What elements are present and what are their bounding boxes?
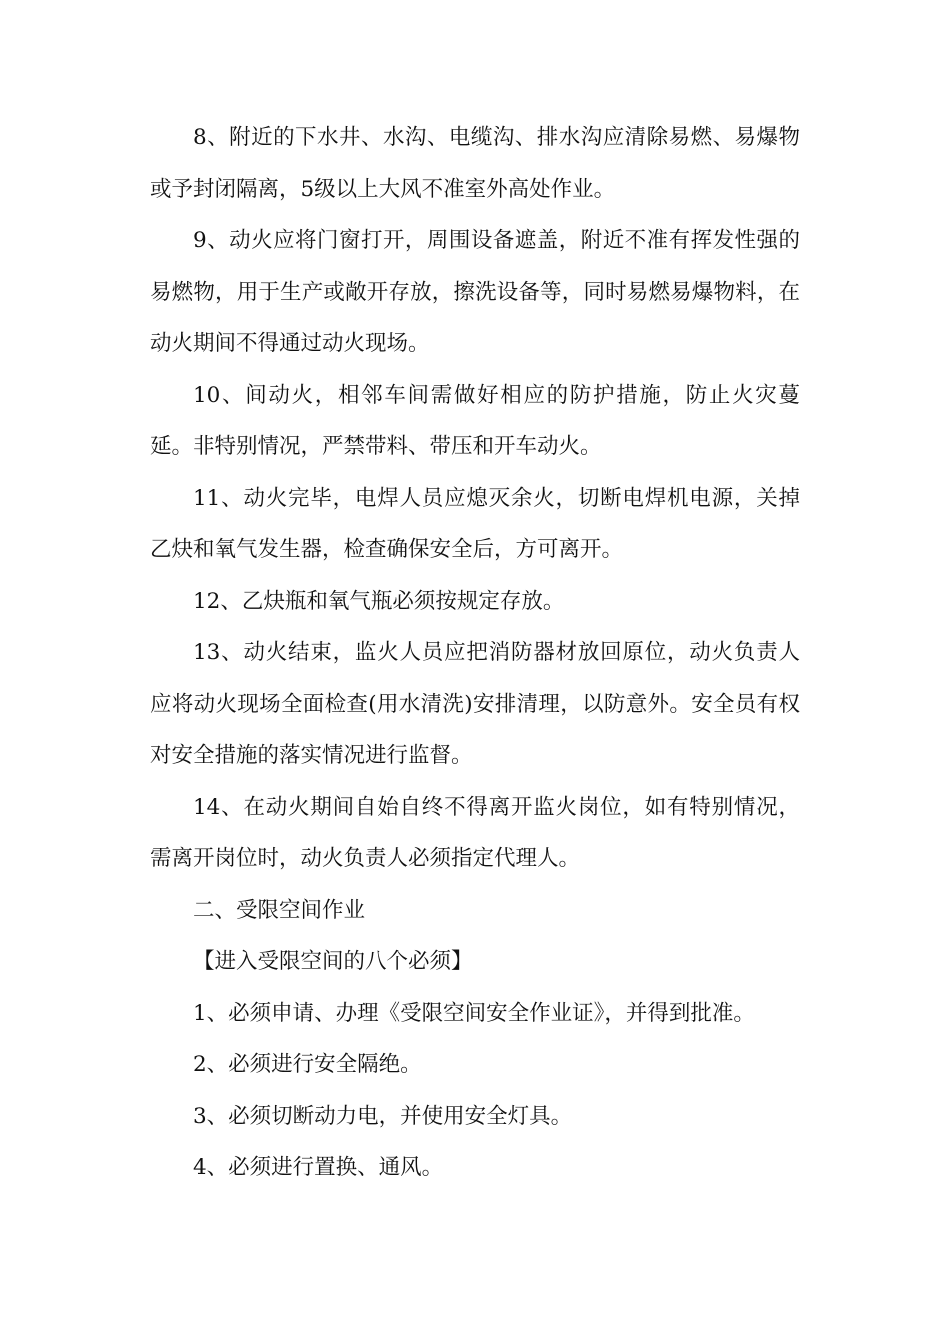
list-item-2: 2、必须进行安全隔绝。 bbox=[193, 1052, 422, 1077]
paragraph-item-8: 8、附近的下水井、水沟、电缆沟、排水沟应清除易燃、易爆物或予封闭隔离，5级以上大风不准室外高处作业。 bbox=[150, 125, 800, 202]
paragraph-item-12: 12、乙炔瓶和氧气瓶必须按规定存放。 bbox=[193, 588, 565, 614]
paragraph-item-11: 11、动火完毕，电焊人员应熄灭余火，切断电焊机电源，关掉乙炔和氧气发生器，检查确保安全后，方可离开。 bbox=[150, 485, 800, 562]
list-item-1: 1、必须申请、办理《受限空间安全作业证》，并得到批准。 bbox=[193, 1000, 755, 1026]
list-item-3: 3、必须切断动力电，并使用安全灯具。 bbox=[193, 1103, 573, 1129]
list-item-4: 4、必须进行置换、通风。 bbox=[193, 1155, 444, 1180]
section-heading: 二、受限空间作业 bbox=[193, 897, 366, 923]
paragraph-item-9: 9、动火应将门窗打开，周围设备遮盖，附近不准有挥发性强的易燃物，用于生产或敞开存放，擦洗设备等，同时易燃易爆物料，在动火期间不得通过动火现场。 bbox=[150, 228, 800, 356]
paragraph-item-14: 14、在动火期间自始自终不得离开监火岗位，如有特别情况，需离开岗位时，动火负责人必须指定代理人。 bbox=[150, 794, 800, 871]
paragraph-item-10: 10、间动火，相邻车间需做好相应的防护措施，防止火灾蔓延。非特别情况，严禁带料、带压和开车动火。 bbox=[150, 382, 800, 459]
paragraph-item-13: 13、动火结束，监火人员应把消防器材放回原位，动火负责人应将动火现场全面检查(用水清洗)安排清理，以防意外。安全员有权对安全措施的落实情况进行监督。 bbox=[150, 640, 800, 768]
document-page bbox=[150, 112, 800, 1194]
subsection-heading: 【进入受限空间的八个必须】 bbox=[193, 949, 473, 974]
